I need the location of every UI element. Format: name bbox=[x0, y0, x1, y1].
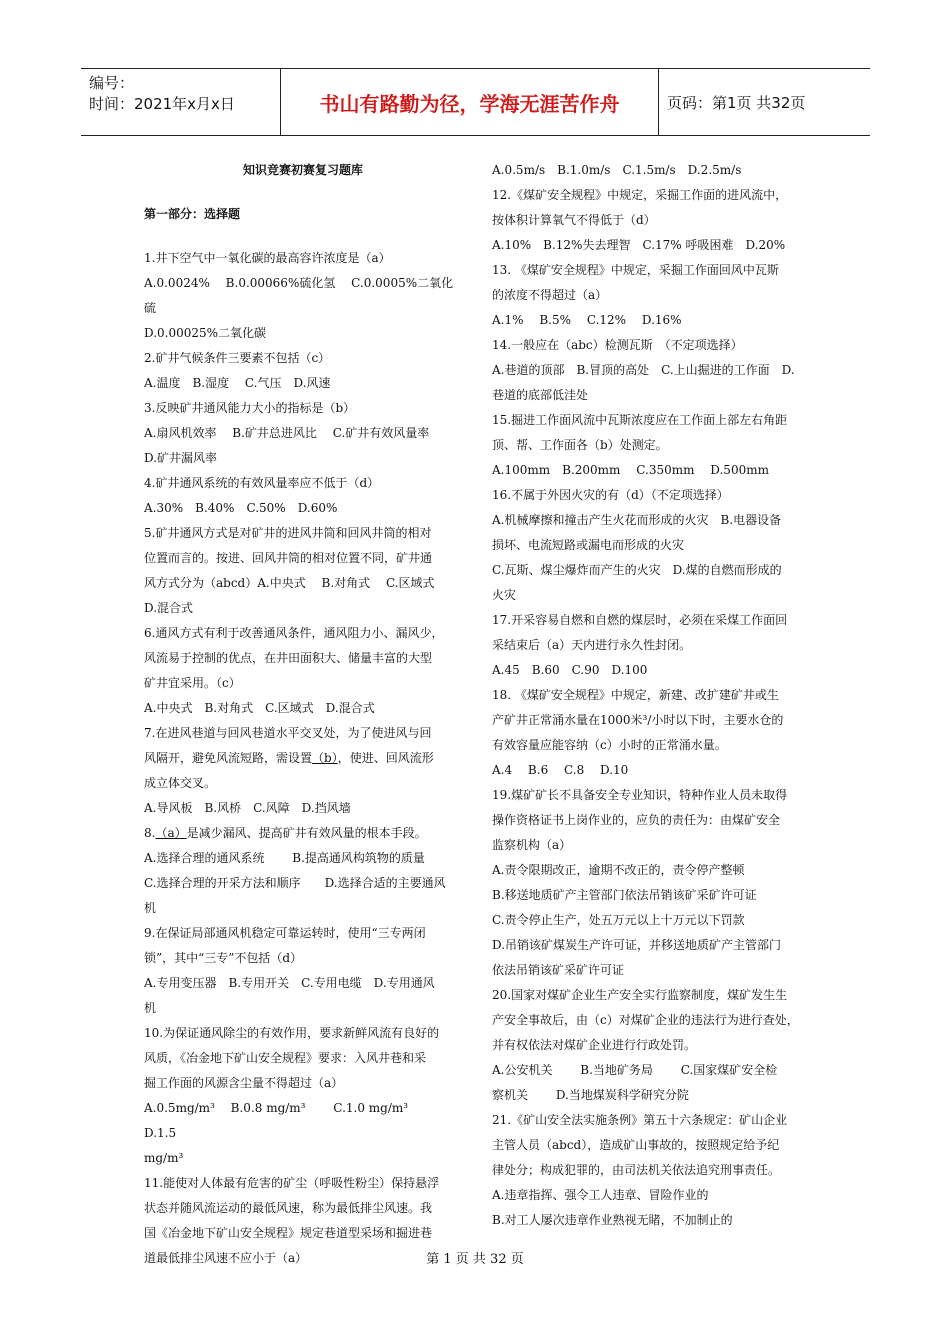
text-line: A.公安机关 B.当地矿务局 C.国家煤矿安全检 bbox=[492, 1063, 778, 1077]
left-column bbox=[144, 158, 462, 1271]
text-line: A.0.5mg/m³ B.0.8 mg/m³ C.1.0 mg/m³ D.1.5 bbox=[144, 1101, 436, 1140]
text-line: 产安全事故后，由（c）对煤矿企业的违法行为进行查处， bbox=[492, 1013, 799, 1027]
text-line: A.温度 B.湿度 C.气压 D.风速 bbox=[144, 376, 331, 390]
text-line: A.选择合理的通风系统 B.提高通风构筑物的质量 bbox=[144, 851, 425, 865]
text-line: 16.不属于外因火灾的有（d）（不定项选择） bbox=[492, 488, 729, 502]
text-line: A.45 B.60 C.90 D.100 bbox=[492, 663, 648, 677]
text-line: 1.井下空气中一氧化碳的最高容许浓度是（a） bbox=[144, 251, 391, 265]
text-segment: 是减少漏风、提高矿井有效风量的根本手段。 bbox=[186, 826, 427, 840]
text-line: A.4 B.6 C.8 D.10 bbox=[492, 763, 629, 777]
text-line: D.吊销该矿煤炭生产许可证，并移送地质矿产主管部门 bbox=[492, 938, 782, 952]
number-label: 编号： bbox=[89, 74, 135, 92]
text-line: A.巷道的顶部 B.冒顶的高处 C.上山掘进的工作面 D. bbox=[492, 363, 795, 377]
text-line: 风流易于控制的优点，在井田面积大、储量丰富的大型 bbox=[144, 651, 433, 665]
text-line: A.责令限期改正，逾期不改正的，责令停产整顿 bbox=[492, 863, 745, 877]
text-line: 察机关 D.当地煤炭科学研究分院 bbox=[492, 1088, 689, 1102]
text-line: 机 bbox=[144, 901, 157, 915]
text-line: A.扇风机效率 B.矿井总进风比 C.矿井有效风量率 bbox=[144, 426, 430, 440]
text-line: 火灾 bbox=[492, 588, 517, 602]
text-line: B.对工人屡次违章作业熟视无睹，不加制止的 bbox=[492, 1213, 733, 1227]
text-line: A.30% B.40% C.50% D.60% bbox=[144, 501, 338, 515]
text-line: 18. 《煤矿安全规程》中规定，新建、改扩建矿井或生 bbox=[492, 688, 779, 702]
text-line: 锁”，其中“三专”不包括（d） bbox=[144, 951, 303, 965]
time-label: 时间：2021年x月x日 bbox=[89, 95, 235, 113]
text-line: A.10% B.12%失去理智 C.17% 呼吸困难 D.20% bbox=[492, 238, 786, 252]
text-line: 并有权依法对煤矿企业进行行政处罚。 bbox=[492, 1038, 697, 1052]
text-line: 4.矿井通风系统的有效风量率应不低于（d） bbox=[144, 476, 380, 490]
text-line: 成立体交叉。 bbox=[144, 776, 217, 790]
text-line: 3.反映矿井通风能力大小的指标是（b） bbox=[144, 401, 356, 415]
text-line: A.0.0024% B.0.00066%硫化氢 C.0.0005%二氧化硫 bbox=[144, 276, 454, 315]
header-motto: 书山有路勤为径，学海无涯苦作舟 bbox=[281, 69, 659, 135]
text-line: 10.为保证通风除尘的有效作用，要求新鲜风流有良好的 bbox=[144, 1026, 440, 1040]
text-line: D.矿井漏风率 bbox=[144, 451, 218, 465]
text-line bbox=[144, 821, 462, 846]
header-meta bbox=[81, 69, 281, 135]
text-line: A.100mm B.200mm C.350mm D.500mm bbox=[492, 463, 769, 477]
text-line: 监察机构（a） bbox=[492, 838, 572, 852]
text-line: A.专用变压器 B.专用开关 C.专用电缆 D.专用通风 bbox=[144, 976, 435, 990]
text-line: C.瓦斯、煤尘爆炸而产生的火灾 D.煤的自燃而形成的 bbox=[492, 563, 782, 577]
text-line: A.1% B.5% C.12% D.16% bbox=[492, 313, 682, 327]
text-line: B.移送地质矿产主管部门依法吊销该矿采矿许可证 bbox=[492, 888, 757, 902]
text-line: 11.能使对人体最有危害的矿尘（呼吸性粉尘）保持悬浮 bbox=[144, 1176, 440, 1190]
page-code: 页码：第1页 共32页 bbox=[667, 93, 806, 112]
text-line: 7.在进风巷道与回风巷道水平交叉处，为了使进风与回 bbox=[144, 726, 432, 740]
answer-blank: （b） bbox=[312, 751, 338, 765]
text-line: D.混合式 bbox=[144, 601, 194, 615]
text-line: 巷道的底部低洼处 bbox=[492, 388, 589, 402]
text-line: 国《冶金地下矿山安全规程》规定巷道型采场和掘进巷 bbox=[144, 1226, 433, 1240]
text-line: mg/m³ bbox=[144, 1151, 184, 1165]
text-line: 9.在保证局部通风机稳定可靠运转时，使用“三专两闭 bbox=[144, 926, 426, 940]
text-line: 顶、帮、工作面各（b）处测定。 bbox=[492, 438, 668, 452]
text-line: 风质，《冶金地下矿山安全规程》要求：入风井巷和采 bbox=[144, 1051, 427, 1065]
text-line: 6.通风方式有利于改善通风条件，通风阻力小、漏风少， bbox=[144, 626, 444, 640]
text-line: 19.煤矿矿长不具备安全专业知识，特种作业人员未取得 bbox=[492, 788, 788, 802]
text-line: 有效容量应能容纳（c）小时的正常涌水量。 bbox=[492, 738, 727, 752]
text-line: 依法吊销该矿采矿许可证 bbox=[492, 963, 625, 977]
answer-blank: （a） bbox=[155, 826, 187, 840]
text-line: A.0.5m/s B.1.0m/s C.1.5m/s D.2.5m/s bbox=[492, 163, 742, 177]
text-line: 5.矿井通风方式是对矿井的进风井筒和回风井筒的相对 bbox=[144, 526, 432, 540]
text-segment: 风隔开，避免风流短路，需设置 bbox=[144, 751, 313, 765]
page-header bbox=[81, 68, 870, 136]
text-line: C.选择合理的开采方法和顺序 D.选择合适的主要通风 bbox=[144, 876, 446, 890]
text-line bbox=[144, 746, 462, 771]
text-line: 21.《矿山安全法实施条例》第五十六条规定：矿山企业 bbox=[492, 1113, 788, 1127]
text-line: 20.国家对煤矿企业生产安全实行监察制度，煤矿发生生 bbox=[492, 988, 788, 1002]
text-line: 2.矿井气候条件三要素不包括（c） bbox=[144, 351, 331, 365]
text-line: A.机械摩擦和撞击产生火花而形成的火灾 B.电器设备 bbox=[492, 513, 782, 527]
text-line: A.中央式 B.对角式 C.区域式 D.混合式 bbox=[144, 701, 375, 715]
document-title: 知识竞赛初赛复习题库 bbox=[242, 163, 363, 177]
text-line: 的浓度不得超过（a） bbox=[492, 288, 608, 302]
text-line: 操作资格证书上岗作业的，应负的责任为：由煤矿安全 bbox=[492, 813, 781, 827]
text-line: D.0.00025%二氧化碳 bbox=[144, 326, 267, 340]
right-column bbox=[492, 158, 810, 1233]
text-line: 机 bbox=[144, 1001, 157, 1015]
text-line: 律处分；构成犯罪的，由司法机关依法追究刑事责任。 bbox=[492, 1163, 781, 1177]
text-line: 产矿井正常涌水量在1000米³/小时以下时，主要水仓的 bbox=[492, 713, 784, 727]
text-line: 采结束后（a）天内进行永久性封闭。 bbox=[492, 638, 692, 652]
text-line: 17.开采容易自燃和自燃的煤层时，必须在采煤工作面回 bbox=[492, 613, 788, 627]
text-line: 位置而言的。按进、回风井筒的相对位置不同，矿井通 bbox=[144, 551, 433, 565]
text-segment: ，使进、回风流形 bbox=[337, 751, 434, 765]
text-line: 风方式分为（abcd）A.中央式 B.对角式 C.区域式 bbox=[144, 576, 435, 590]
text-segment: 8. bbox=[144, 826, 156, 840]
text-line: 按体积计算氧气不得低于（d） bbox=[492, 213, 656, 227]
section-title: 第一部分：选择题 bbox=[144, 207, 241, 221]
text-line: 12.《煤矿安全规程》中规定，采掘工作面的进风流中， bbox=[492, 188, 788, 202]
page-footer: 第 1 页 共 32 页 bbox=[426, 1252, 524, 1267]
text-line: A.导风板 B.风桥 C.风障 D.挡风墙 bbox=[144, 801, 351, 815]
text-line: 矿井宜采用。（c） bbox=[144, 676, 241, 690]
text-line: 14.一般应在（abc）检测瓦斯 （不定项选择） bbox=[492, 338, 743, 352]
text-line: 主管人员（abcd），造成矿山事故的，按照规定给予纪 bbox=[492, 1138, 780, 1152]
text-line: 道最低排尘风速不应小于（a） bbox=[144, 1251, 308, 1265]
text-line: 状态并随风流运动的最低风速，称为最低排尘风速。我 bbox=[144, 1201, 433, 1215]
text-line: 掘工作面的风源含尘量不得超过（a） bbox=[144, 1076, 344, 1090]
text-line: 13. 《煤矿安全规程》中规定，采掘工作面回风中瓦斯 bbox=[492, 263, 779, 277]
text-line: A.违章指挥、强令工人违章、冒险作业的 bbox=[492, 1188, 709, 1202]
text-line: C.责令停止生产，处五万元以上十万元以下罚款 bbox=[492, 913, 745, 927]
text-line: 15.掘进工作面风流中瓦斯浓度应在工作面上部左右角距 bbox=[492, 413, 788, 427]
text-line: 损坏、电流短路或漏电而形成的火灾 bbox=[492, 538, 685, 552]
